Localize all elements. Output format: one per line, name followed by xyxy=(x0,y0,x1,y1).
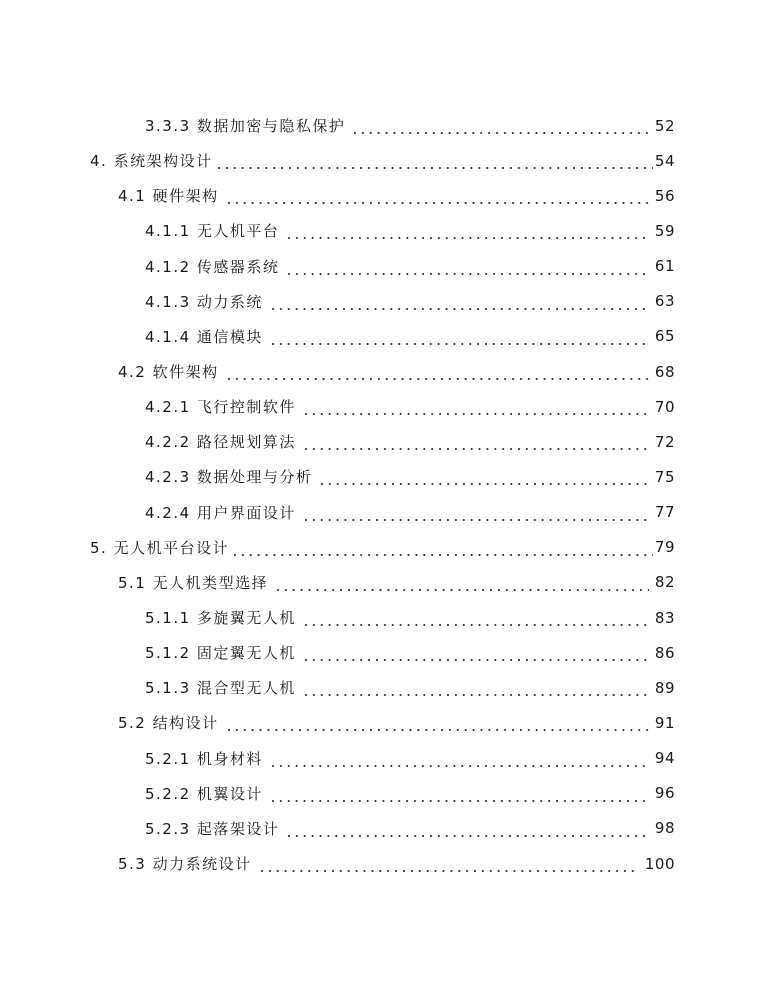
toc-entry-page: 52 xyxy=(654,116,675,135)
toc-entry-title: 4.2 软件架构 xyxy=(118,363,219,382)
dot-leader xyxy=(269,331,649,346)
dot-leader xyxy=(302,682,649,697)
toc-entry[interactable] xyxy=(0,495,765,530)
toc-entry-page: 83 xyxy=(654,608,675,627)
toc-entry[interactable] xyxy=(0,846,765,881)
toc-entry[interactable] xyxy=(0,459,765,494)
toc-entry-title: 5.1.1 多旋翼无人机 xyxy=(145,609,296,628)
dot-leader xyxy=(302,612,649,627)
toc-entry-title: 3.3.3 数据加密与隐私保护 xyxy=(145,117,346,136)
toc-entry-title: 4.2.4 用户界面设计 xyxy=(145,503,296,522)
toc-entry-page: 59 xyxy=(654,221,675,240)
toc-entry[interactable] xyxy=(0,776,765,811)
toc-entry[interactable] xyxy=(0,284,765,319)
toc-entry[interactable] xyxy=(0,670,765,705)
toc-entry[interactable] xyxy=(0,600,765,635)
toc-entry-title: 5. 无人机平台设计 xyxy=(90,538,230,557)
toc-entry-page: 89 xyxy=(654,678,675,697)
toc-entry-title: 4.2.2 路径规划算法 xyxy=(145,433,296,452)
toc-entry-title: 4.1 硬件架构 xyxy=(118,187,219,206)
dot-leader xyxy=(302,507,649,522)
toc-entry-title: 5.1.3 混合型无人机 xyxy=(145,679,296,698)
toc-entry-page: 86 xyxy=(654,643,675,662)
toc-entry-title: 4.1.4 通信模块 xyxy=(145,327,263,346)
dot-leader xyxy=(269,296,649,311)
toc-entry-title: 5.3 动力系统设计 xyxy=(118,855,252,874)
dot-leader xyxy=(302,436,649,451)
toc-entry-title: 4.2.3 数据处理与分析 xyxy=(145,468,313,487)
toc-entry-page: 61 xyxy=(654,257,675,276)
dot-leader xyxy=(269,753,649,768)
toc-entry-page: 70 xyxy=(654,397,675,416)
toc-entry-page: 100 xyxy=(644,854,675,873)
toc-entry-title: 4.1.1 无人机平台 xyxy=(145,222,280,241)
dot-leader xyxy=(302,401,649,416)
toc-entry-page: 82 xyxy=(654,573,675,592)
dot-leader xyxy=(318,471,648,486)
toc-entry[interactable] xyxy=(0,108,765,143)
toc-entry-page: 63 xyxy=(654,292,675,311)
toc-entry[interactable] xyxy=(0,178,765,213)
toc-entry[interactable] xyxy=(0,565,765,600)
dot-leader xyxy=(269,788,649,803)
toc-entry-title: 5.2.2 机翼设计 xyxy=(145,784,263,803)
toc-entry[interactable] xyxy=(0,635,765,670)
dot-leader xyxy=(285,225,648,240)
dot-leader xyxy=(225,717,649,732)
dot-leader xyxy=(231,542,653,557)
toc-entry-title: 5.1.2 固定翼无人机 xyxy=(145,644,296,663)
toc-entry-page: 56 xyxy=(654,186,675,205)
toc-entry-page: 72 xyxy=(654,432,675,451)
toc-entry[interactable] xyxy=(0,811,765,846)
toc-entry-page: 77 xyxy=(654,503,675,522)
toc-entry-page: 91 xyxy=(654,713,675,732)
toc-entry-title: 4.1.2 传感器系统 xyxy=(145,257,280,276)
toc-entry-page: 94 xyxy=(654,749,675,768)
toc-entry[interactable] xyxy=(0,143,765,178)
toc-entry[interactable] xyxy=(0,741,765,776)
toc-entry-page: 54 xyxy=(654,151,675,170)
toc-entry-page: 98 xyxy=(654,819,675,838)
dot-leader xyxy=(274,577,649,592)
toc-entry[interactable] xyxy=(0,389,765,424)
dot-leader xyxy=(258,858,639,873)
table-of-contents xyxy=(0,108,765,881)
toc-entry-title: 4.2.1 飞行控制软件 xyxy=(145,398,296,417)
toc-entry-title: 5.2.3 起落架设计 xyxy=(145,819,280,838)
dot-leader xyxy=(351,120,648,135)
dot-leader xyxy=(225,190,649,205)
dot-leader xyxy=(302,647,649,662)
dot-leader xyxy=(215,155,653,170)
toc-entry-page: 79 xyxy=(654,538,675,557)
toc-entry[interactable] xyxy=(0,354,765,389)
toc-entry[interactable] xyxy=(0,213,765,248)
toc-entry-page: 75 xyxy=(654,467,675,486)
toc-entry[interactable] xyxy=(0,530,765,565)
toc-entry-title: 5.2 结构设计 xyxy=(118,714,219,733)
toc-entry-title: 5.2.1 机身材料 xyxy=(145,749,263,768)
dot-leader xyxy=(225,366,649,381)
toc-entry[interactable] xyxy=(0,249,765,284)
dot-leader xyxy=(285,261,648,276)
toc-entry-page: 96 xyxy=(654,784,675,803)
dot-leader xyxy=(285,823,648,838)
toc-entry[interactable] xyxy=(0,705,765,740)
toc-entry-page: 65 xyxy=(654,327,675,346)
toc-entry[interactable] xyxy=(0,319,765,354)
toc-entry-title: 5.1 无人机类型选择 xyxy=(118,573,269,592)
toc-entry[interactable] xyxy=(0,424,765,459)
toc-entry-page: 68 xyxy=(654,362,675,381)
toc-entry-title: 4. 系统架构设计 xyxy=(90,152,213,171)
toc-entry-title: 4.1.3 动力系统 xyxy=(145,292,263,311)
